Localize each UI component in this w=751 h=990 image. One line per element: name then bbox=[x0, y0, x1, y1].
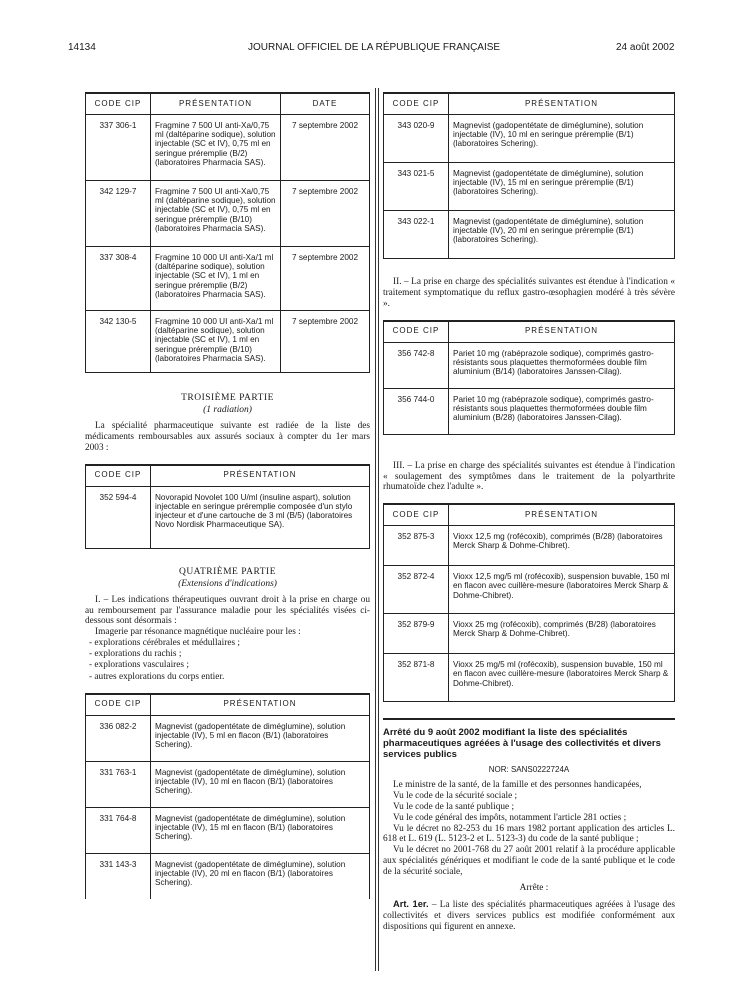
left-column bbox=[85, 92, 370, 899]
nor-reference: NOR: SANS0222724A bbox=[488, 765, 570, 775]
paragraph: III. – La prise en charge des spécialités suivantes est étendue à l'indication « soulagement des symptômes dans le traitement de la polyarthrite rhumatoïde chez l'adulte ». bbox=[383, 460, 675, 493]
presentation-text: Magnevist (gadopentétate de diméglumine), solution injectable (IV), 10 ml en flacon (B/1) (laboratoires Schering). bbox=[151, 761, 370, 807]
col-header-cip: CODE CIP bbox=[86, 694, 151, 716]
cip-code: 337 308-4 bbox=[86, 247, 151, 311]
col-header-presentation: PRÉSENTATION bbox=[151, 694, 370, 716]
presentation-text: Magnevist (gadopentétate de diméglumine), solution injectable (IV), 20 ml en flacon (B/1) (laboratoires Schering). bbox=[151, 853, 370, 899]
presentation-text: Novorapid Novolet 100 U/ml (insuline aspart), solution injectable en seringue préremplie composée d'un stylo injecteur et d'une cartouche de 3 ml (B/5) (laboratoires Novo Nordisk Pharmaceutique SA). bbox=[151, 486, 370, 548]
table-row bbox=[86, 181, 370, 247]
table-vioxx bbox=[383, 503, 675, 702]
presentation-text: Magnevist (gadopentétate de diméglumine), solution injectable (IV), 20 ml en seringue préremplie (B/1) (laboratoires Schering). bbox=[449, 211, 675, 259]
cip-code: 352 872-4 bbox=[384, 566, 449, 614]
table-row bbox=[86, 115, 370, 181]
table-row bbox=[384, 654, 675, 702]
col-header-cip: CODE CIP bbox=[384, 93, 449, 115]
paragraph: Le ministre de la santé, de la famille et des personnes handicapées, bbox=[393, 780, 642, 791]
article-1 bbox=[383, 899, 675, 933]
table-pariet bbox=[383, 320, 675, 435]
table-row bbox=[86, 311, 370, 373]
issue-date: 24 août 2002 bbox=[616, 42, 675, 53]
table-row bbox=[86, 807, 370, 853]
paragraph: Vu le décret no 2001-768 du 27 août 2001 relatif à la procédure applicable aux spécialités génériques et modifiant le code de la santé publique et le code de la sécurité sociale, bbox=[383, 845, 675, 878]
cip-code: 352 879-9 bbox=[384, 614, 449, 654]
cip-code: 331 143-3 bbox=[86, 853, 151, 899]
cip-code: 331 763-1 bbox=[86, 761, 151, 807]
presentation-text: Magnevist (gadopentétate de diméglumine), solution injectable (IV), 15 ml en seringue préremplie (B/1) (laboratoires Schering). bbox=[449, 163, 675, 211]
paragraph: II. – La prise en charge des spécialités suivantes est étendue à l'indication « traitement symptomatique du reflux gastro-œsophagien modéré à très sévère ». bbox=[383, 277, 675, 309]
col-header-cip: CODE CIP bbox=[86, 465, 151, 487]
date-cell: 7 septembre 2002 bbox=[281, 247, 370, 311]
presentation-text: Vioxx 25 mg (rofécoxib), comprimés (B/28) (laboratoires Merck Sharp & Dohme-Chibret). bbox=[449, 614, 675, 654]
presentation-text: Magnevist (gadopentétate de diméglumine), solution injectable (IV), 15 ml en flacon (B/1) (laboratoires Schering). bbox=[151, 807, 370, 853]
cip-code: 331 764-8 bbox=[86, 807, 151, 853]
article-label: Art. 1er. bbox=[393, 898, 429, 909]
list-item: - explorations du rachis ; bbox=[89, 649, 182, 660]
article-text: – La liste des spécialités pharmaceutiques agréées à l'usage des collectivités et divers services publics est modifiée conformément aux dispositions qui figurent en annexe. bbox=[383, 899, 675, 932]
col-header-presentation: PRÉSENTATION bbox=[449, 504, 675, 526]
paragraph: Vu le code de la santé publique ; bbox=[393, 801, 515, 812]
cip-code: 337 306-1 bbox=[86, 115, 151, 181]
paragraph: I. – Les indications thérapeutiques ouvrant droit à la prise en charge ou au remboursement par l'assurance maladie pour les spécialités visées ci-dessous sont désormais : bbox=[85, 594, 370, 627]
table-row bbox=[384, 211, 675, 259]
cip-code: 352 875-3 bbox=[384, 526, 449, 566]
table-row bbox=[86, 853, 370, 899]
presentation-text: Fragmine 10 000 UI anti-Xa/1 ml (daltéparine sodique), solution injectable (SC et IV), 1 ml en seringue préremplie (B/10) (laboratoires Pharmacia SAS). bbox=[151, 311, 281, 373]
cip-code: 352 594-4 bbox=[86, 486, 151, 548]
column-divider bbox=[375, 88, 376, 971]
table-novorapid bbox=[85, 464, 370, 549]
presentation-text: Pariet 10 mg (rabéprazole sodique), comprimés gastro-résistants sous plaquettes thermoformées double film aluminium (B/28) (laboratoires Janssen-Cilag). bbox=[449, 388, 675, 434]
paragraph: La spécialité pharmaceutique suivante est radiée de la liste des médicaments remboursables aux assurés sociaux à compter du 1er mars 2003 : bbox=[85, 421, 370, 453]
column-divider bbox=[378, 88, 379, 971]
indication-list bbox=[85, 638, 370, 683]
col-header-cip: CODE CIP bbox=[384, 504, 449, 526]
presentation-text: Vioxx 12,5 mg (rofécoxib), comprimés (B/28) (laboratoires Merck Sharp & Dohme-Chibret). bbox=[449, 526, 675, 566]
cip-code: 343 022-1 bbox=[384, 211, 449, 259]
section-title: TROISIÈME PARTIE bbox=[181, 393, 274, 403]
cip-code: 342 130-5 bbox=[86, 311, 151, 373]
list-item: - explorations cérébrales et médullaires ; bbox=[89, 638, 241, 649]
table-row bbox=[384, 614, 675, 654]
table-row bbox=[384, 566, 675, 614]
journal-title: JOURNAL OFFICIEL DE LA RÉPUBLIQUE FRANÇAISE bbox=[248, 42, 501, 53]
list-item: - explorations vasculaires ; bbox=[89, 660, 189, 671]
right-column bbox=[383, 92, 675, 932]
table-row bbox=[86, 247, 370, 311]
presentation-text: Magnevist (gadopentétate de diméglumine), solution injectable (IV), 5 ml en flacon (B/1) (laboratoires Schering). bbox=[151, 715, 370, 761]
paragraph: Vu le code général des impôts, notamment l'article 281 octies ; bbox=[393, 812, 627, 823]
table-row bbox=[86, 761, 370, 807]
table-row bbox=[384, 388, 675, 434]
paragraph: Imagerie par résonance magnétique nucléaire pour les : bbox=[95, 627, 301, 638]
cip-code: 343 020-9 bbox=[384, 115, 449, 163]
table-row bbox=[384, 115, 675, 163]
section-subtitle: (1 radiation) bbox=[203, 405, 252, 415]
paragraph: Arrête : bbox=[519, 882, 549, 893]
table-row bbox=[384, 342, 675, 388]
paragraph: Vu le code de la sécurité sociale ; bbox=[393, 790, 518, 801]
col-header-cip: CODE CIP bbox=[86, 93, 151, 115]
table-row bbox=[384, 163, 675, 211]
presentation-text: Fragmine 10 000 UI anti-Xa/1 ml (daltéparine sodique), solution injectable (SC et IV), 1 ml en seringue préremplie (B/2) (laboratoires Pharmacia SAS). bbox=[151, 247, 281, 311]
col-header-presentation: PRÉSENTATION bbox=[449, 321, 675, 343]
presentation-text: Vioxx 12,5 mg/5 ml (rofécoxib), suspension buvable, 150 ml en flacon avec cuillère-mesure (laboratoires Merck Sharp & Dohme-Chibret). bbox=[449, 566, 675, 614]
cip-code: 352 871-8 bbox=[384, 654, 449, 702]
paragraph: Vu le décret no 82-253 du 16 mars 1982 portant application des articles L. 618 et L. 619 (L. 5123-2 et L. 5123-3) du code de la santé publique ; bbox=[383, 823, 675, 845]
section-title: QUATRIÈME PARTIE bbox=[178, 566, 277, 577]
arrete-title: Arrêté du 9 août 2002 modifiant la liste des spécialités pharmaceutiques agréées à l'usage des collectivités et divers services publics bbox=[383, 727, 661, 761]
presentation-text: Fragmine 7 500 UI anti-Xa/0,75 ml (daltéparine sodique), solution injectable (SC et IV), 0,75 ml en seringue préremplie (B/10) (laboratoires Pharmacia SAS). bbox=[151, 181, 281, 247]
cip-code: 336 082-2 bbox=[86, 715, 151, 761]
date-cell: 7 septembre 2002 bbox=[281, 181, 370, 247]
section-rule bbox=[383, 718, 675, 720]
table-row bbox=[86, 715, 370, 761]
cip-code: 342 129-7 bbox=[86, 181, 151, 247]
table-row bbox=[86, 486, 370, 548]
page-number: 14134 bbox=[68, 42, 96, 53]
table-magnevist-flacon bbox=[85, 693, 370, 900]
presentation-text: Fragmine 7 500 UI anti-Xa/0,75 ml (daltéparine sodique), solution injectable (SC et IV), 0,75 ml en seringue préremplie (B/2) (laboratoires Pharmacia SAS). bbox=[151, 115, 281, 181]
cip-code: 343 021-5 bbox=[384, 163, 449, 211]
list-item: - autres explorations du corps entier. bbox=[89, 671, 225, 682]
col-header-presentation: PRÉSENTATION bbox=[151, 465, 370, 487]
table-row bbox=[384, 526, 675, 566]
presentation-text: Magnevist (gadopentétate de diméglumine), solution injectable (IV), 10 ml en seringue préremplie (B/1) (laboratoires Schering). bbox=[449, 115, 675, 163]
section-subtitle: (Extensions d'indications) bbox=[178, 578, 277, 589]
presentation-text: Pariet 10 mg (rabéprazole sodique), comprimés gastro-résistants sous plaquettes thermoformées double film aluminium (B/14) (laboratoires Janssen-Cilag). bbox=[449, 342, 675, 388]
date-cell: 7 septembre 2002 bbox=[281, 115, 370, 181]
cip-code: 356 744-0 bbox=[384, 388, 449, 434]
col-header-presentation: PRÉSENTATION bbox=[151, 93, 281, 115]
col-header-presentation: PRÉSENTATION bbox=[449, 93, 675, 115]
table-magnevist-seringue bbox=[383, 92, 675, 259]
presentation-text: Vioxx 25 mg/5 ml (rofécoxib), suspension buvable, 150 ml en flacon avec cuillère-mesure (laboratoires Merck Sharp & Dohme-Chibret). bbox=[449, 654, 675, 702]
date-cell: 7 septembre 2002 bbox=[281, 311, 370, 373]
col-header-date: DATE bbox=[281, 93, 370, 115]
col-header-cip: CODE CIP bbox=[384, 321, 449, 343]
cip-code: 356 742-8 bbox=[384, 342, 449, 388]
table-fragmine bbox=[85, 92, 370, 373]
